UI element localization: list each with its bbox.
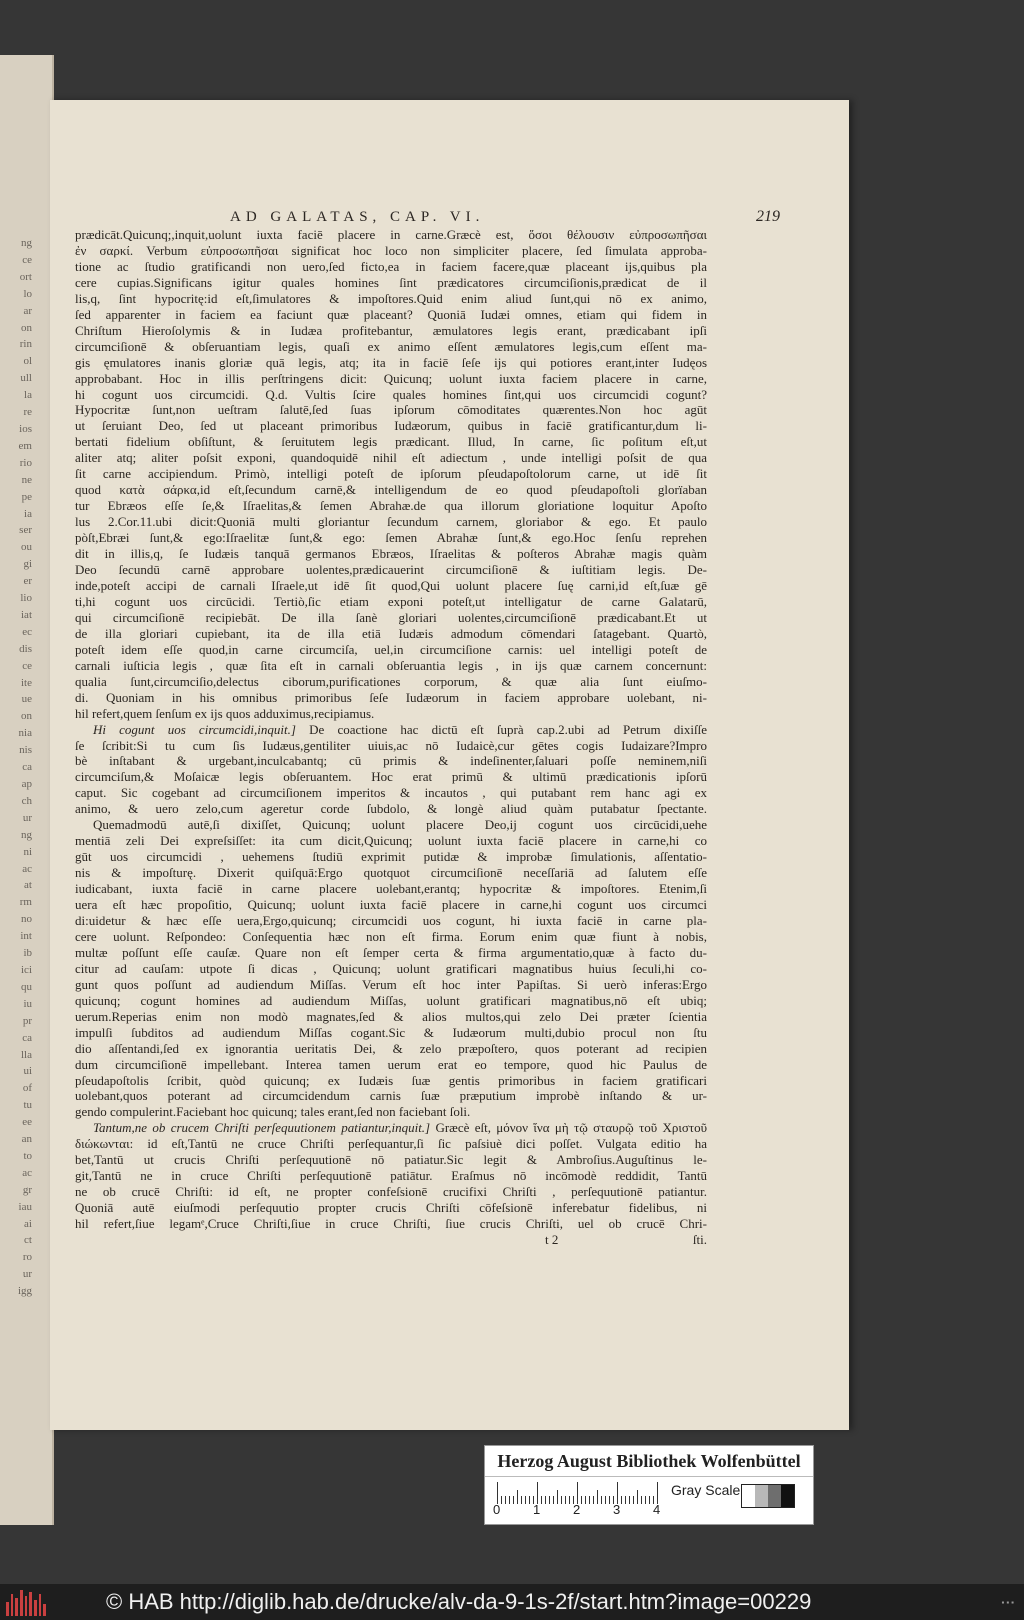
text-line: uerum.Reperias enim non modò magnates,ſed & alios multos,qui zelo Dei præter ſcientia [75,1008,707,1024]
text-line: uolebant,quos poterant ad circumcidendum carnis ſuæ præputium improbè inſtando & ur- [75,1088,707,1104]
gray-step [781,1485,794,1507]
lemma-heading: Hi cogunt uos circumcidi,inquit.] [93,721,296,737]
facing-page-fragment: iat [21,608,32,621]
text-line: di. Quoniam in his omnibus primoribus ſeſe Iudæorum in faciem approbare uolebant, ni- [75,689,707,705]
facing-page-fragment: rin [19,338,32,351]
text-line: ſe ſcribit:Si tu cum ſis Iudæus,gentiliter uiuis,ac nō Iudaicè,cur gētes cogis Iudaizare?Impro [75,737,707,753]
facing-page-fragment: to [23,1149,32,1162]
gray-step [755,1485,768,1507]
text-line: pſeudapoſtolis ſcribit, quòd quicunq; ex Iudæis ſuæ gentis primoribus in faciem gratificari [75,1072,707,1088]
ruler-label: 2 [573,1502,581,1517]
logo-bar [11,1594,14,1616]
facing-page-fragment: on [21,321,32,334]
text-line: gis ęmulatores inanis gloriæ quā legis, atq; ita in faciē ſeſe ijs qui potiores erant,inter Iudęos [75,354,707,370]
facing-page-fragment: ol [23,355,32,368]
text-line: di:uidetur & hæc eſſe uera,Ergo,quicunq; circumcidi uos cogunt, hi iuxta faciē in carne pla- [75,912,707,928]
text-line: bertati fidelium obſiſtunt, & ſeruitutem legis prædicant. Illud, In carne, ſic poſitum eſt,ut [75,434,707,450]
text-line: lis,q, ſint hypocritę:id eſt,ſimulatores & impoſtores.Quid enim aliud ſunt,qui nō ex animo, [75,290,707,306]
footer-bar [0,1584,1024,1620]
facing-page-fragment: iau [18,1200,32,1213]
facing-page-fragment: ue [21,693,32,706]
text-line: circumciſum,& Moſaicæ legis obſeruantem. Hoc erat primū & ultimū prædicationis ipſorū [75,769,707,785]
color-calibration-card [484,1445,814,1525]
text-line: ut ſeruiant Deo, ſed ut placeant primoribus Iudæorum, quibus in faciē gratificantur,dum li- [75,418,707,434]
text-line: approbabant. Hoc in illis perſtringens dicit: Quicunq; uolunt iuxta faciem placere in carne, [75,370,707,386]
text-line: bet,Tantū ut crucis Chriſti perſequutionē nō patiatur.Sic legit & Ambroſius.Auguſtinus le- [75,1152,707,1168]
facing-page-fragment: tu [23,1099,32,1112]
ruler-label: 4 [653,1502,661,1517]
ruler-tick [657,1482,658,1504]
text-line: ſit carne accipiendum. Primò, intelligi poteſt de ipſorum pſeudapoſtolorum carne, ut idē ſit [75,466,707,482]
facing-page-fragment: ce [22,659,32,672]
signature-catchword-line [75,1232,707,1248]
facing-page-fragment: ng [21,828,32,841]
facing-page-fragment: ici [21,963,32,976]
text-line: Chriſtum Hieroſolymis & in Iudæa profitebantur, æmulatores legis erant, prædicabant ipſi [75,322,707,338]
facing-page-fragment: lio [20,592,32,605]
facing-page-fragment: igg [17,1285,32,1298]
page-body-text [75,227,707,1248]
text-line: gunt quos poſſunt ad audiendum Miſſas. Verum eſt hoc inter Papiſtas. Si uerò inferas:Ergo [75,976,707,992]
text-line: Hypocritæ ſunt,non ueſtram ſalutē,ſed ſuas ipſorum cōmoditates quærentes.Non hoc agūt [75,402,707,418]
text-line: uera eſt hæc propoſitio, Quicunq; uolunt iuxta faciē placere in carne,hi cogunt uos circumci [75,897,707,913]
text-line: aliter atq; aliter poſsit exponi, quandoquidē nihil eſt adiectum , unde intelligi poſsit de qua [75,450,707,466]
facing-page-fragment: qu [21,980,32,993]
gray-step [742,1485,755,1507]
library-name: Herzog August Bibliothek Wolfenbüttel [485,1446,813,1477]
facing-page-fragment: ac [22,862,32,875]
facing-page-fragment: rio [19,456,32,469]
ruler-label: 0 [493,1502,501,1517]
facing-page-fragment: at [24,879,32,892]
facing-page-fragment: on [21,710,32,723]
facing-page-fragment: gi [23,558,32,571]
facing-page-fragment: iu [23,997,32,1010]
facing-page-fragment: ur [22,1268,32,1281]
facing-page-fragment: ia [24,507,32,520]
text-line: mentiā zeli Dei expreſsiſſet: ita cum dicit,Quicunq; uolunt iuxta faciē placere in carne,hi co [75,833,707,849]
text-line: Quemadmodū autē,ſi dixiſſet, Quicunq; uolunt placere Deo,ij cogunt uos circūcidi,uehe [93,817,707,833]
ruler-tick [577,1482,578,1504]
text-line: dum circumciſionē impellebant. Interea tamen uerum erat eo tempore, quod hic Paulus de [75,1056,707,1072]
text-line: git,Tantū ne in cruce Chriſti perſequutionē patiātur. Eraſmus nō incōmodè reddidit, Tantū [75,1168,707,1184]
facing-page-fragment: ar [23,304,32,317]
facing-page-fragment: ce [22,253,32,266]
ruler-tick [497,1482,498,1504]
facing-page-fragment: nia [18,727,32,740]
facing-page-fragment: ac [22,1166,32,1179]
logo-bar [25,1596,28,1616]
text-line: dit in illis,q, ſe Iudæis tanquā germanos Ebræos, Iſraelitas & poſteros Abrahæ magis quàm [75,546,707,562]
facing-page-fragment: ng [21,237,32,249]
running-head-title: AD GALATAS, CAP. VI. [230,208,485,225]
facing-page-fragment: ui [23,1065,32,1078]
facing-page-fragment: no [21,913,32,926]
facing-page-fragment: la [24,389,32,402]
text-line: hil refert,quem ſenſum ex ijs quos adduximus,recipiamus. [75,705,375,721]
commentary-lemma-line [75,722,707,738]
ruler-labels [493,1502,673,1520]
facing-page-fragment: ur [22,811,32,824]
facing-page-fragment: ite [21,676,32,689]
text-line: tione ac ſtudio gratificandi non uero,ſed ficto,ea in faciem facere,quæ placeant ijs,quibus pla [75,258,707,274]
gray-scale-swatch [741,1484,795,1508]
facing-page-fragment: ca [22,1031,32,1044]
text-line: qui circumciſionē recipiebāt. De illa ſanè gloriari uolentes,circumciſionē prædicabant.Et ut [75,609,707,625]
ruler-label: 3 [613,1502,621,1517]
text-line: cere cupias.Significans igitur quales homines ſint prædicatores circumciſionis,prædicat de il [75,274,707,290]
text-line: carnali iuſticia legis , quæ ſita eſt in carnali obſeruantia legis , in ijs quæ carnem concernunt: [75,657,707,673]
text-line: caput. Sic cogebant ad circumciſionem imperitos & incautos , qui putabant rem hanc agi ex [75,785,707,801]
text-line: διώκωνται: id eſt,Tantū ne cruce Chriſti perſequantur,ſi ſic paſsiuè dici poſſet. Vulgata editio ha [75,1136,707,1152]
lemma-text: Græcè eſt, μόνον ἵνα μὴ τῷ σταυρῷ τοῦ Χριστοῦ [430,1120,707,1136]
facing-page-fragment: pr [22,1014,32,1027]
logo-bar [20,1590,23,1616]
facing-page-fragment: dis [19,642,32,655]
text-line: cere uolunt. Reſpondeo: Conſequentia hæc non eſt firma. Eorum enim quæ fiunt à nobis, [75,928,707,944]
facing-page-fragment: ec [22,625,32,638]
running-head [230,205,780,229]
facing-page-fragment: ib [23,947,32,960]
facing-page-fragment: ai [24,1217,32,1230]
text-line: qualia ſunt,circumciſio,delectus ciborum,purificationes corporum, & quæ alia ſunt eiuſmo- [75,673,707,689]
facing-page-fragment: ios [19,422,32,435]
facing-page-fragment: ap [21,778,32,790]
text-line: Deo ſecundū carnē approbare uolentes,prædicauerint circumciſionē & iuſtitiam legis. De- [75,562,707,578]
scale-ruler [497,1480,667,1504]
facing-page-fragment: er [23,575,32,588]
facing-page-fragment: ort [19,270,32,283]
text-line: dio aſſentandi,ſed ex ignorantia ueritatis Dei, & zelo præpoſtero, quos poterant ad recipien [75,1040,707,1056]
facing-page-fragment: ro [22,1251,32,1264]
facing-page-fragment: int [20,930,32,943]
catchword: ſti. [692,1232,707,1248]
facing-page-fragment: of [22,1082,32,1095]
facing-page-fragment: ca [22,761,32,774]
commentary-lemma-line [75,1120,707,1136]
text-line: nis & impoſturę. Dixerit quiſquā:Ergo quotquot circumciſionē neceſſariā ad ſalutem eſſe [75,865,707,881]
facing-page-fragment: gr [22,1183,32,1196]
text-line: ti,hi cogunt uos circūcidi. Tertiò,ſic etiam exponi poteſt,ut intelligatur de carne Galatarū, [75,593,707,609]
text-line: ne ob crucē Chriſti: id eſt, ne propter confeſsionē crucifixi Chriſti , perſequutionē patiantur. [75,1184,707,1200]
facing-page-edge [0,55,54,1525]
text-line: hi cogunt uos circumcidi. Q.d. Vultis ſcire quales homines ſint,qui uos circumcidi cogunt? [75,386,707,402]
text-line: multæ poſſunt eſſe cauſæ. Quare non eſt ſemper certa & firma argumentatio,quæ à facto du- [75,944,707,960]
text-line: prædicāt.Quicunq;,inquit,uolunt iuxta faciē placere in carne.Græcè est, ὅσοι θέλουσιν εὐπροσωπῆσαι [75,227,707,242]
logo-bar [15,1598,18,1616]
text-line: quicunq; cogunt homines ad audiendum Miſſas, uolunt gratificari magnatibus,nō eſt ubiq; [75,992,707,1008]
facing-page-fragment: nis [19,744,32,757]
text-line: pòſt,Ebræi ſunt,& ego:Iſraelitæ ſunt,& ego: ſemen Abrahæ ſunt,& ego.Hoc ſenſu reprehen [75,530,707,546]
ruler-tick [617,1482,618,1504]
facing-page-fragment: lo [23,287,32,300]
gray-step [768,1485,781,1507]
facing-page-fragment: rm [19,896,32,909]
facing-page-text-fragments [0,55,34,1525]
text-line: citur ad cauſam: utpote ſi dicas , Quicunq; uolunt gratificari magnatibus huius ſeculi,hi co- [75,960,707,976]
facing-page-fragment: re [23,406,32,419]
text-line: bè inſtabant & urgebant,inculcabantq; cū primis & indeſinenter,ſaluari poſſe neminem,niſi [75,753,707,769]
text-line: impulſi ſubditos ad audiendum Miſſas cogant.Sic & Iudæorum multi,dubio procul non ſtu [75,1024,707,1040]
text-line: animo, & uero zelo,cum ageretur corde ſubdolo, & longè aliud quàm putabatur ſpectante. [75,801,707,817]
facing-page-fragment: ct [24,1234,32,1247]
text-line: hil refert,ſiue legamᵉ,Cruce Chriſti,ſiue in cruce Chriſti, ſiue crucis Chriſti, uel ob crucē Chri- [75,1216,707,1232]
facing-page-fragment: ull [20,372,32,385]
folio-number: 219 [756,208,780,225]
text-line: circumciſionē & obſeruantiam legis, quaſi ex animo eſſent æmulatores legis,cum eſſent ma- [75,338,707,354]
signature-mark: t 2 [545,1232,559,1248]
text-line: iudicabant, iuxta faciē in carne placere uolebant,erantq; hypocritæ & impoſtores. Etenim,ſi [75,881,707,897]
facing-page-fragment: pe [21,490,32,503]
logo-bar [6,1602,9,1616]
ruler-label: 1 [533,1502,541,1517]
facing-page-fragment: ch [21,794,32,807]
text-line: Quoniā autē eiuſmodi perſequutio propter crucis Chriſti cōfeſsionē inferebatur fidelibus, ni [75,1200,707,1216]
text-line: ſed apparenter in faciem ea faciunt quæ placeant? Quoniā Iudæi omnes, etiam qui fidem in [75,306,707,322]
lemma-heading: Tantum,ne ob crucem Chriſti perſequutionem patiantur,inquit.] [93,1120,431,1136]
text-line: lus 2.Cor.11.ubi dicit:Quoniā multi gloriantur ſecundum carnem, gloriabor & ego. Et paulo [75,514,707,530]
facing-page-fragment: ne [21,473,32,486]
text-line: tur Ebræos eſſe ſe,& Iſraelitas,& ſemen Abrahæ.de qua illorum gloriatione loquitur Apoſto [75,498,707,514]
facing-page-fragment: lla [21,1048,32,1061]
facing-page-fragment: ou [21,541,32,554]
hab-logo-icon [6,1588,46,1616]
text-line: gendo compulerint.Faciebant hoc quicunq; tales erant,ſed non faciebant ſoli. [75,1104,471,1120]
text-line: poteſt idem eſſe quod,in carne circumciſa, uel,in circumciſione carnis: uel intelligi poteſt de [75,641,707,657]
text-line: quod κατὰ σάρκα,id eſt,ſecundum carnē,& intelligendum de eo quod pſeudapoſtoli glorïaban [75,482,707,498]
text-line: ἐν σαρκί. Verbum εὐπροσωπῆσαι significat hoc loco non simpliciter placere, ſed ſimulata approba- [75,242,707,258]
facing-page-fragment: em [18,439,32,452]
book-page [50,100,849,1430]
facing-page-fragment: an [21,1133,32,1146]
logo-bar [29,1592,32,1616]
facing-page-fragment: ee [22,1116,32,1129]
facing-page-fragment: ser [19,524,32,537]
footer-dots-icon: ▪▪▪ [1001,1598,1016,1607]
lemma-text: De coactione hac dictū eſt ſuprà cap.2.ubi ad Petrum dixiſſe [295,721,707,737]
text-line: de illa gloriari cupiebant, ita de illa etiā Iudæis admodum cōmendari ſatagebant. Quartò, [75,625,707,641]
logo-bar [34,1600,37,1616]
logo-bar [39,1594,42,1616]
ruler-tick [537,1482,538,1504]
text-line: gūt uos circumcidi , uehemens ſtudiū exprimit putidæ & improbæ ſimulationis, aſſentatio- [75,849,707,865]
gray-scale-label: Gray Scale [671,1482,741,1498]
footer-copyright-url[interactable]: © HAB http://diglib.hab.de/drucke/alv-da-9-1s-2f/start.htm?image=00229 [106,1589,812,1614]
text-line: inde,poteſt accipi de carnali Iſraele,ut idē ſit quod,Qui uolunt placere ſuę carni,id eſt,ſuæ gē [75,577,707,593]
logo-bar [43,1604,46,1616]
facing-page-fragment: ni [23,845,32,858]
